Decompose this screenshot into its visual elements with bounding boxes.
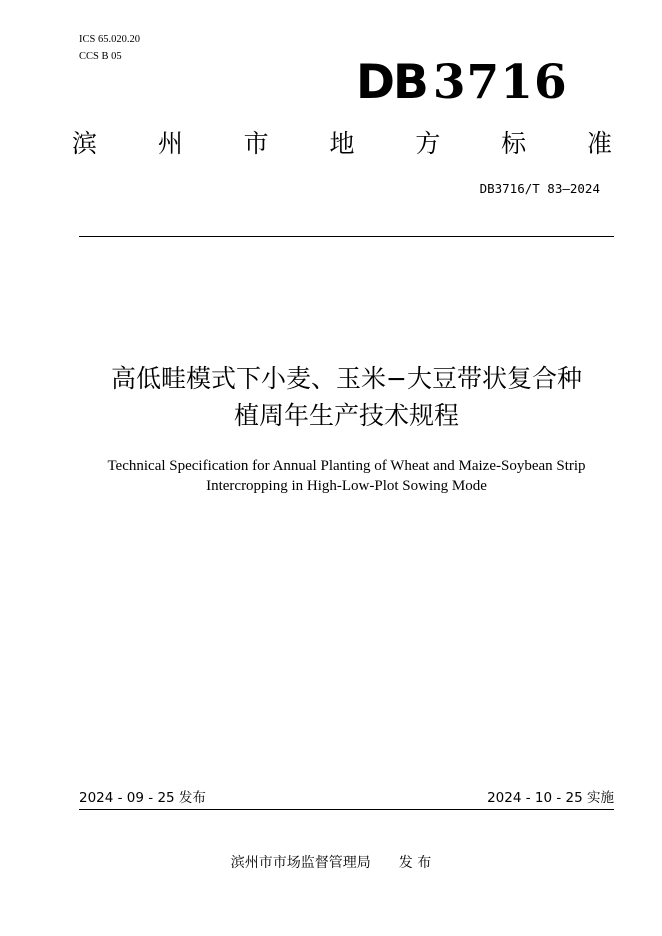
chinese-title-line-1: 高低畦模式下小麦、玉米−大豆带状复合种 (111, 364, 582, 393)
logo-prefix: DB (356, 55, 427, 110)
english-title-line-1: Technical Specification for Annual Planting of Wheat and Maize-Soybean Strip (107, 458, 586, 474)
chinese-title-line-2: 植周年生产技术规程 (233, 401, 459, 430)
category-char: 标 (501, 129, 527, 158)
chinese-title (60, 360, 633, 434)
standard-code: DB3716/T 83—2024 (479, 181, 600, 196)
category-char: 滨 (72, 129, 98, 158)
issuer-action: 发 布 (398, 855, 432, 871)
standard-category (72, 128, 612, 160)
logo-number: 3716 (432, 55, 568, 110)
category-char: 市 (243, 129, 269, 158)
standard-logo (356, 54, 568, 112)
ics-code: ICS 65.020.20 (79, 34, 140, 45)
english-title-line-2: Intercropping in High-Low-Plot Sowing Mode (206, 478, 487, 494)
category-char: 州 (157, 129, 183, 158)
category-char: 方 (415, 129, 441, 158)
issuer-name: 滨州市市场监督管理局 (230, 855, 371, 871)
bottom-divider (79, 809, 614, 810)
issue-date: 2024 - 09 - 25 发布 (79, 790, 206, 806)
category-char: 准 (586, 129, 612, 158)
issuer (0, 854, 662, 872)
implementation-date: 2024 - 10 - 25 实施 (487, 790, 614, 806)
ccs-code: CCS B 05 (79, 51, 122, 62)
english-title (60, 456, 633, 496)
category-char: 地 (329, 129, 355, 158)
top-divider (79, 236, 614, 237)
